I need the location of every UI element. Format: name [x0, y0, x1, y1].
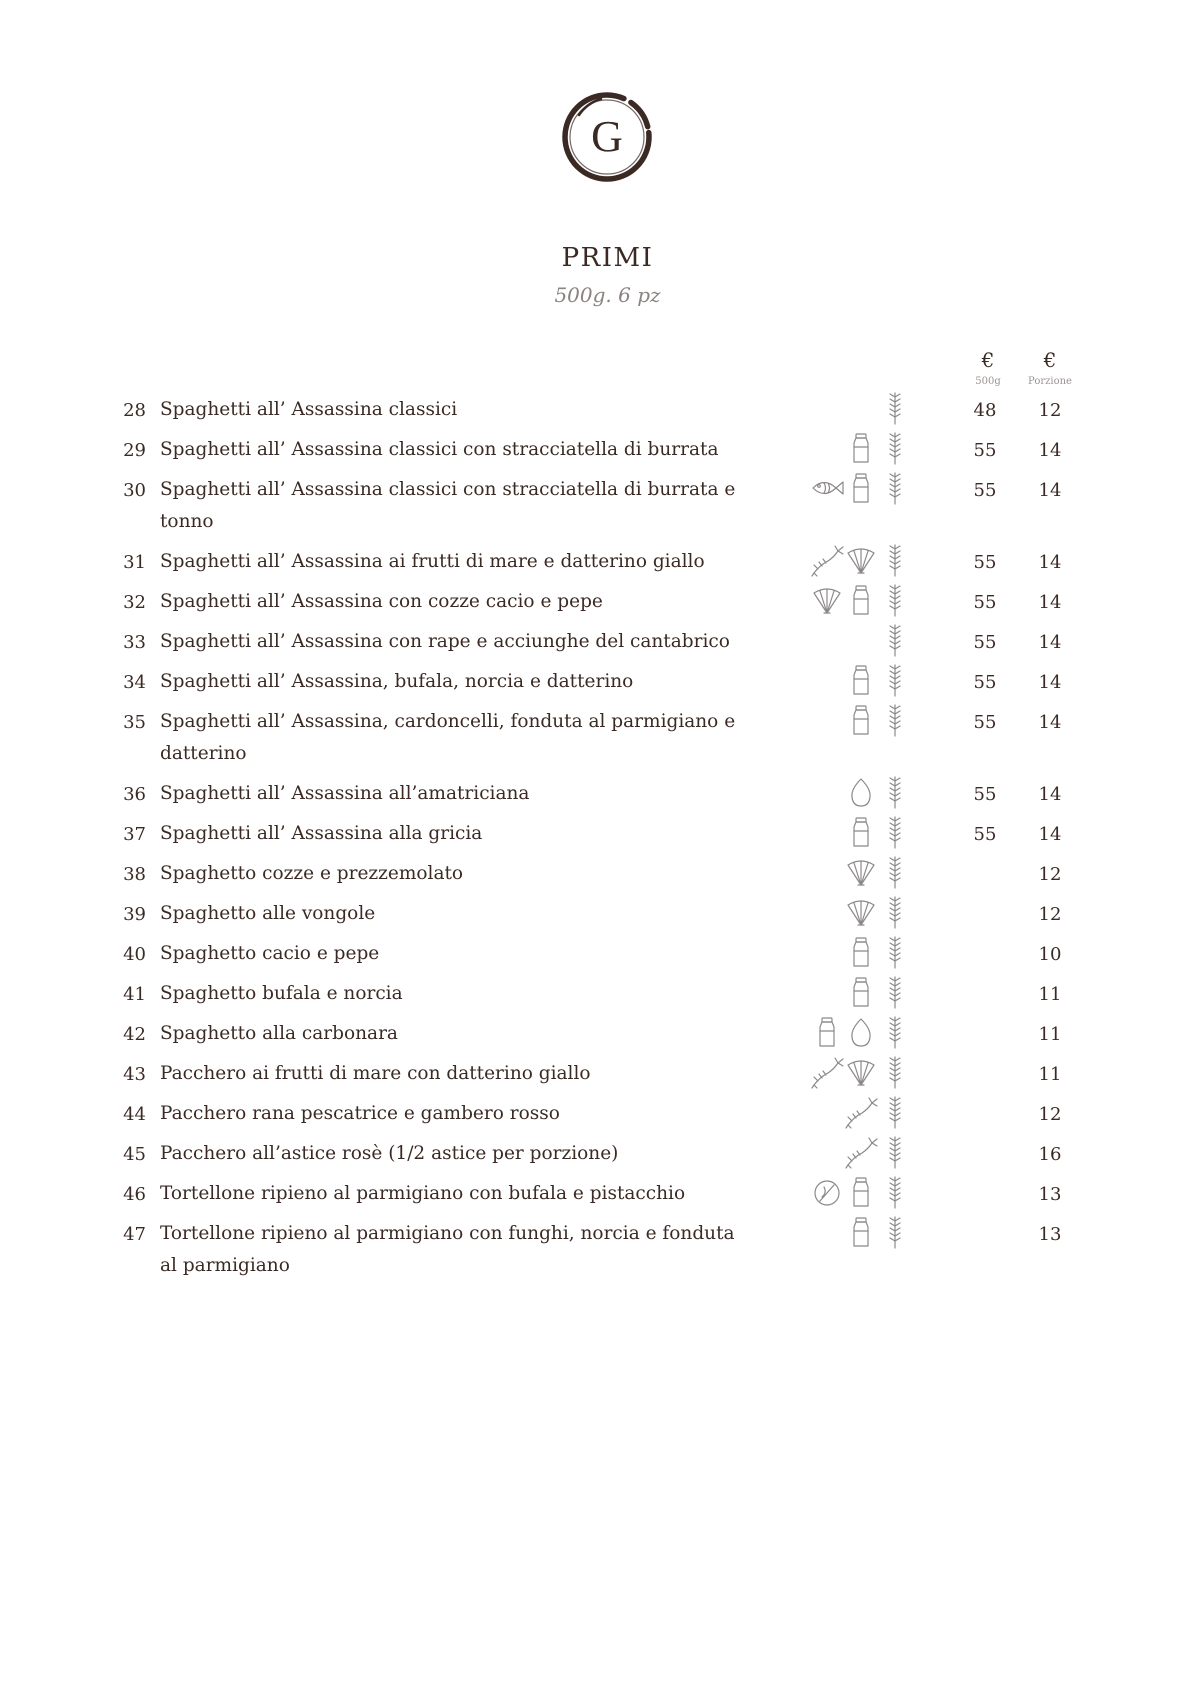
restaurant-logo — [557, 85, 657, 189]
menu-item — [0, 592, 1200, 626]
allergen-icons — [800, 703, 920, 737]
item-name: Pacchero rana pescatrice e gambero rosso — [160, 1103, 560, 1124]
wheat-icon — [878, 895, 912, 929]
price-500g: 55 — [973, 480, 997, 501]
allergen-icons — [800, 775, 920, 809]
item-number: 39 — [123, 904, 146, 925]
egg-icon — [844, 1015, 878, 1049]
item-number: 33 — [123, 632, 146, 653]
item-number: 46 — [123, 1184, 146, 1205]
menu-item — [0, 479, 1200, 532]
item-number: 28 — [123, 400, 146, 421]
menu-item — [0, 632, 1200, 666]
price-500g: 55 — [973, 440, 997, 461]
lobster-icon — [844, 1095, 878, 1129]
menu-item — [0, 1184, 1200, 1218]
logo-letter: G — [591, 112, 623, 161]
milk-bottle-icon — [844, 663, 878, 697]
wheat-icon — [878, 775, 912, 809]
lobster-icon — [810, 1055, 844, 1089]
wheat-icon — [878, 703, 912, 737]
section-subtitle: 500g. 6 pz — [554, 283, 661, 307]
allergen-icons — [800, 1055, 920, 1089]
item-number: 37 — [123, 824, 146, 845]
allergen-icons — [800, 391, 920, 425]
price-portion: 13 — [1038, 1224, 1062, 1245]
price-portion: 14 — [1038, 440, 1062, 461]
wheat-icon — [878, 1015, 912, 1049]
price-portion: 14 — [1038, 824, 1062, 845]
shell-icon — [844, 855, 878, 889]
milk-bottle-icon — [844, 431, 878, 465]
milk-bottle-icon — [844, 583, 878, 617]
price-500g: 55 — [973, 712, 997, 733]
price-portion: 14 — [1038, 784, 1062, 805]
menu-item — [0, 552, 1200, 586]
item-number: 38 — [123, 864, 146, 885]
item-number: 29 — [123, 440, 146, 461]
item-number: 45 — [123, 1144, 146, 1165]
shell-icon — [810, 583, 844, 617]
wheat-icon — [878, 391, 912, 425]
menu-item — [0, 784, 1200, 818]
euro-symbol: € — [1043, 348, 1057, 372]
milk-bottle-icon — [844, 703, 878, 737]
price-portion: 14 — [1038, 712, 1062, 733]
allergen-icons — [800, 431, 920, 465]
item-number: 34 — [123, 672, 146, 693]
menu-item — [0, 824, 1200, 858]
item-name: Pacchero ai frutti di mare con datterino giallo — [160, 1063, 591, 1084]
menu-item — [0, 1064, 1200, 1098]
price-portion: 14 — [1038, 592, 1062, 613]
price-portion: 12 — [1038, 904, 1062, 925]
price-portion: 12 — [1038, 1104, 1062, 1125]
item-name: Spaghetti all’ Assassina alla gricia — [160, 823, 483, 844]
column-header-500g — [968, 350, 1008, 387]
price-portion: 11 — [1038, 984, 1062, 1005]
item-number: 42 — [123, 1024, 146, 1045]
wheat-icon — [878, 471, 912, 505]
menu-item — [0, 672, 1200, 706]
allergen-icons — [800, 1015, 920, 1049]
milk-bottle-icon — [844, 975, 878, 1009]
wheat-icon — [878, 1215, 912, 1249]
price-500g: 48 — [973, 400, 997, 421]
wheat-icon — [878, 543, 912, 577]
allergen-icons — [800, 1175, 920, 1209]
wheat-icon — [878, 935, 912, 969]
shell-icon — [844, 1055, 878, 1089]
column-label-500g: 500g — [975, 376, 1001, 387]
allergen-icons — [800, 895, 920, 929]
allergen-icons — [800, 935, 920, 969]
lobster-icon — [844, 1135, 878, 1169]
menu-item — [0, 984, 1200, 1018]
milk-bottle-icon — [844, 1215, 878, 1249]
item-name: Spaghetto bufala e norcia — [160, 983, 403, 1004]
wheat-icon — [878, 431, 912, 465]
item-number: 44 — [123, 1104, 146, 1125]
allergen-icons — [800, 623, 920, 657]
item-name: Spaghetti all’ Assassina classici con stracciatella di burrata — [160, 439, 719, 460]
wheat-icon — [878, 1055, 912, 1089]
egg-icon — [844, 775, 878, 809]
wheat-icon — [878, 815, 912, 849]
menu-item — [0, 944, 1200, 978]
item-number: 35 — [123, 712, 146, 733]
shell-icon — [844, 543, 878, 577]
item-name: Spaghetti all’ Assassina classici — [160, 399, 458, 420]
item-number: 40 — [123, 944, 146, 965]
price-500g: 55 — [973, 784, 997, 805]
item-name: Spaghetti all’ Assassina ai frutti di mare e datterino giallo — [160, 551, 705, 572]
column-label-portion: Porzione — [1028, 376, 1072, 387]
price-500g: 55 — [973, 672, 997, 693]
menu-item — [0, 711, 1200, 764]
allergen-icons — [800, 543, 920, 577]
item-name: Spaghetti all’ Assassina classici con stracciatella di burrata e tonno — [160, 479, 736, 532]
menu-item — [0, 400, 1200, 434]
item-name: Pacchero all’astice rosè (1/2 astice per porzione) — [160, 1143, 619, 1164]
allergen-icons — [800, 855, 920, 889]
item-name: Spaghetti all’ Assassina con cozze cacio e pepe — [160, 591, 603, 612]
item-name: Spaghetti all’ Assassina, cardoncelli, fonduta al parmigiano e datterino — [160, 711, 736, 764]
milk-bottle-icon — [844, 815, 878, 849]
price-portion: 12 — [1038, 864, 1062, 885]
wheat-icon — [878, 1175, 912, 1209]
item-name: Spaghetti all’ Assassina con rape e acciunghe del cantabrico — [160, 631, 730, 652]
fish-icon — [810, 471, 844, 505]
item-number: 43 — [123, 1064, 146, 1085]
item-number: 32 — [123, 592, 146, 613]
item-name: Spaghetto alla carbonara — [160, 1023, 398, 1044]
item-name: Spaghetti all’ Assassina all’amatriciana — [160, 783, 530, 804]
wheat-icon — [878, 623, 912, 657]
item-name: Spaghetto alle vongole — [160, 903, 376, 924]
item-name: Spaghetti all’ Assassina, bufala, norcia e datterino — [160, 671, 634, 692]
price-500g: 55 — [973, 824, 997, 845]
item-name: Spaghetto cacio e pepe — [160, 943, 380, 964]
section-title: PRIMI — [561, 243, 654, 273]
euro-symbol: € — [981, 348, 995, 372]
allergen-icons — [800, 975, 920, 1009]
wheat-icon — [878, 1135, 912, 1169]
wheat-icon — [878, 855, 912, 889]
price-portion: 12 — [1038, 400, 1062, 421]
price-portion: 10 — [1038, 944, 1062, 965]
nut-icon — [810, 1175, 844, 1209]
item-number: 30 — [123, 480, 146, 501]
allergen-icons — [800, 1215, 920, 1249]
wheat-icon — [878, 663, 912, 697]
shell-icon — [844, 895, 878, 929]
item-number: 41 — [123, 984, 146, 1005]
menu-item — [0, 1104, 1200, 1138]
price-portion: 13 — [1038, 1184, 1062, 1205]
column-header-portion — [1020, 350, 1080, 387]
menu-item — [0, 904, 1200, 938]
milk-bottle-icon — [844, 935, 878, 969]
wheat-icon — [878, 1095, 912, 1129]
allergen-icons — [800, 583, 920, 617]
menu-item — [0, 440, 1200, 474]
milk-bottle-icon — [810, 1015, 844, 1049]
menu-item — [0, 1144, 1200, 1178]
price-500g: 55 — [973, 552, 997, 573]
item-name: Spaghetto cozze e prezzemolato — [160, 863, 464, 884]
allergen-icons — [800, 663, 920, 697]
item-number: 36 — [123, 784, 146, 805]
price-portion: 14 — [1038, 480, 1062, 501]
price-portion: 14 — [1038, 672, 1062, 693]
lobster-icon — [810, 543, 844, 577]
price-portion: 14 — [1038, 552, 1062, 573]
menu-item — [0, 1223, 1200, 1276]
wheat-icon — [878, 583, 912, 617]
item-name: Tortellone ripieno al parmigiano con funghi, norcia e fonduta al parmigiano — [160, 1223, 735, 1276]
price-portion: 11 — [1038, 1064, 1062, 1085]
milk-bottle-icon — [844, 471, 878, 505]
allergen-icons — [800, 471, 920, 505]
item-name: Tortellone ripieno al parmigiano con bufala e pistacchio — [160, 1183, 686, 1204]
item-number: 47 — [123, 1224, 146, 1245]
price-portion: 11 — [1038, 1024, 1062, 1045]
allergen-icons — [800, 1095, 920, 1129]
price-portion: 16 — [1038, 1144, 1062, 1165]
price-500g: 55 — [973, 632, 997, 653]
allergen-icons — [800, 1135, 920, 1169]
price-portion: 14 — [1038, 632, 1062, 653]
menu-item — [0, 1024, 1200, 1058]
menu-item — [0, 864, 1200, 898]
milk-bottle-icon — [844, 1175, 878, 1209]
wheat-icon — [878, 975, 912, 1009]
price-500g: 55 — [973, 592, 997, 613]
item-number: 31 — [123, 552, 146, 573]
allergen-icons — [800, 815, 920, 849]
